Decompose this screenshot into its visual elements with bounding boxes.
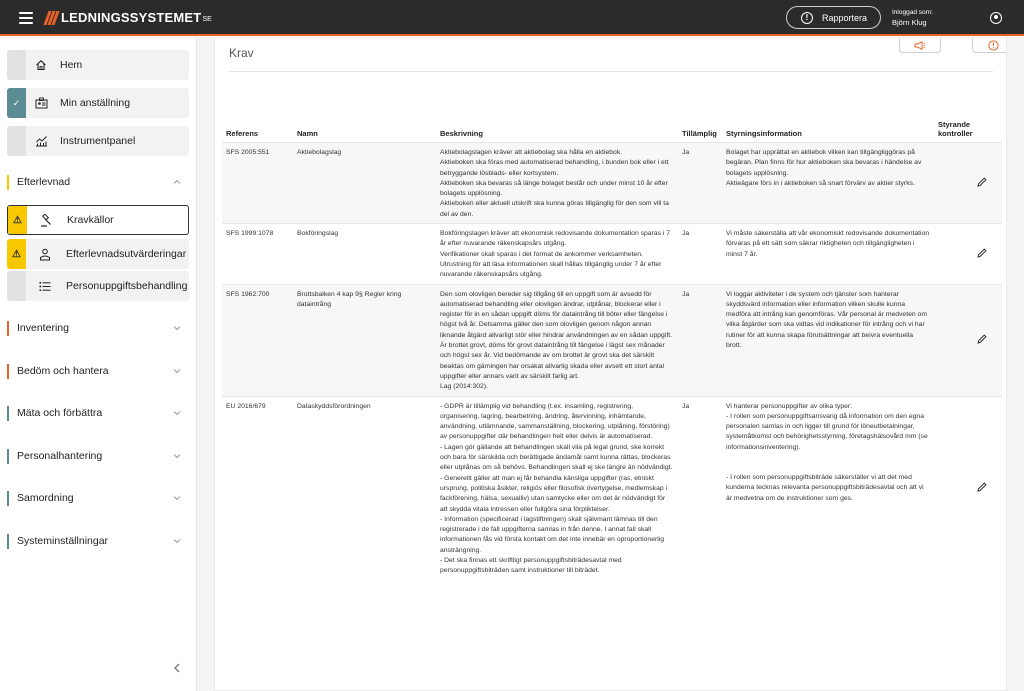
info-line: - I rollen som personuppgiftsansvarig då information om den egna personalen samlas in och ligger till grund för löneutbetalningar, systemåtkomst och behörighetsstyrning, företagshälsovård mm (se informationsinventering).	[726, 412, 928, 451]
description-line: Bokföringslagen kräver att ekonomisk redovisande dokumentation sparas i 7 år efter nuvarande räkenskapsårs utgång.	[440, 230, 671, 248]
report-button[interactable]	[786, 6, 881, 29]
description-line: Aktiebolagslagen kräver att aktiebolag ska hålla en aktiebok.	[440, 149, 623, 156]
cell-name: Brottsbalken 4 kap 9§ Regler kring dataintrång	[293, 284, 436, 396]
description-line: Den som olovligen bereder sig tillgång till en uppgift som är avsedd för automatiserad behandling eller olovligen ändrar, utplånar, blockerar eller i register för in en sådan uppgift döms för dataintrång till böter eller fängelse i högst två år. Detsamma gäller den som olovligen genom någon annan liknande åtgärd allvarligt stör eller hindrar användningen av en sådan uppgift.	[440, 290, 673, 339]
section-label: Inventering	[17, 322, 69, 334]
column-header-referens[interactable]: Referens	[226, 129, 259, 138]
description-line: - GDPR är tillämplig vid behandling (t.ex. insamling, registrering, organisering, lagring, bearbetning, ändring, återvinning, inhämtande, användning, utlämnande, sammanställning, blockering, utplåning, förstöring) av personuppgifter där behandlingen helt eller delvis är automatiserad.	[440, 402, 670, 441]
section-label: Systeminställningar	[17, 535, 109, 547]
list-icon	[38, 279, 52, 293]
edit-pencil-icon[interactable]	[976, 247, 988, 259]
sidebar-item-min-anstallning[interactable]	[7, 88, 189, 118]
edit-pencil-icon[interactable]	[976, 176, 988, 188]
info-line: Vi loggar aktiviteter i de system och tjänster som hanterar skyddsvärd information eller information vilken skulle kunna medföra att intrång kan genomföras. Vår personal är medveten om vilka åtgärder som ska vidtas vid indikationer för intrång och vi har rutiner för att kunna skapa förutsättningar att beivra eventuella brott.	[726, 290, 927, 350]
info-button[interactable]	[972, 38, 1007, 53]
cell-reference: SFS 1962:700	[222, 284, 293, 396]
description-line: Aktieboken ska föras med automatiserad behandling, i bunden bok eller i ett betryggande lösblads- eller kortsystem.	[440, 159, 669, 177]
info-spacer	[726, 453, 930, 473]
section-label: Bedöm och hantera	[17, 365, 109, 377]
cell-description	[436, 143, 678, 224]
report-button-label: Rapportera	[822, 12, 868, 23]
chevron-down-icon	[171, 493, 183, 503]
sidebar-item-instrumentpanel[interactable]	[7, 126, 189, 156]
section-label: Mäta och förbättra	[17, 407, 103, 419]
section-inventering[interactable]	[7, 317, 189, 339]
description-line: - Det ska finnas ett skriftligt personuppgiftsbiträdesavtal med personuppgiftsbiträden samt instruktioner till biträdet.	[440, 556, 622, 575]
cell-applicable: Ja	[678, 143, 722, 224]
cell-controls	[934, 224, 1002, 284]
user-account-icon[interactable]	[990, 12, 1002, 24]
section-personalhantering[interactable]	[7, 445, 189, 467]
sidebar-item-efterlevnadsutvarderingar[interactable]	[7, 239, 189, 269]
cell-controls	[934, 284, 1002, 396]
cell-name: Aktiebolagslag	[293, 143, 436, 224]
column-header-tillamplig[interactable]: Tillämplig	[682, 129, 717, 138]
employee-badge-icon	[34, 96, 48, 110]
description-line: - Generellt gäller att man ej får behandla känsliga uppgifter (ras, etniskt ursprung, politiska åsikter, religiös eller filosofisk övertygelse, medlemskap i fackförening, hälsa, sexualliv) utan samtycke eller om det är nödvändigt för att skydda vitala intressen eller fullgöra sina förpliktelser.	[440, 474, 668, 513]
edit-pencil-icon[interactable]	[976, 333, 988, 345]
cell-description	[436, 396, 678, 580]
logo-mark-icon	[46, 11, 58, 25]
chevron-up-icon	[171, 177, 183, 187]
table-row[interactable]	[222, 143, 1002, 224]
description-line: Utrustning för att läsa informationen skall hållas tillgänglig under 7 år efter nuvarande räkenskapsårs utgång.	[440, 260, 662, 279]
check-icon: ✓	[7, 88, 26, 118]
chevron-down-icon	[171, 451, 183, 461]
column-header-beskrivning[interactable]: Beskrivning	[440, 129, 483, 138]
home-icon	[34, 58, 48, 72]
cell-control-info	[722, 143, 934, 224]
info-line: - I rollen som personuppgiftsbiträde säkerställer vi att det med kunderna tecknas relevanta personuppgiftsbiträdesavtal och att vi är medvetna om de instruktioner som ges.	[726, 474, 924, 502]
cell-name: Bokföringslag	[297, 230, 339, 238]
cell-description	[436, 284, 678, 396]
sidebar	[0, 38, 197, 691]
section-color-bar	[7, 449, 9, 464]
description-line: Verifikationer skall sparas i det format de ankommer verksamheten.	[440, 250, 643, 258]
sidebar-item-label: Kravkällor	[67, 214, 114, 226]
chevron-down-icon	[171, 323, 183, 333]
cell-reference: SFS 2005:551	[222, 143, 293, 224]
section-efterlevnad[interactable]	[7, 171, 189, 193]
chevron-down-icon	[171, 536, 183, 546]
table-row[interactable]	[222, 396, 1002, 580]
cell-controls	[934, 143, 1002, 224]
chevron-down-icon	[171, 366, 183, 376]
warning-icon: ⚠	[8, 206, 27, 234]
megaphone-icon	[914, 41, 926, 50]
sidebar-item-kravkallor[interactable]	[7, 205, 189, 235]
announce-button[interactable]	[899, 38, 941, 53]
description-line: Aktieboken eller aktuell utskrift ska kunna göras tillgänglig för den som vill ta del av den.	[440, 200, 669, 218]
section-label: Samordning	[17, 492, 74, 504]
section-color-bar	[7, 491, 9, 506]
section-systeminstallningar[interactable]	[7, 530, 189, 552]
section-label: Personalhantering	[17, 450, 103, 462]
info-line: Vi hanterar personuppgifter av olika typer:	[726, 402, 853, 410]
sidebar-item-label: Min anställning	[60, 97, 131, 109]
section-mata-och-forbattra[interactable]	[7, 402, 189, 424]
requirements-table	[222, 120, 1002, 580]
sidebar-item-label: Instrumentpanel	[60, 135, 136, 147]
section-samordning[interactable]	[7, 487, 189, 509]
column-header-namn[interactable]: Namn	[297, 129, 318, 138]
sidebar-item-hem[interactable]	[7, 50, 189, 80]
sidebar-item-label: Efterlevnadsutvärderingar	[66, 248, 187, 260]
section-bedom-och-hantera[interactable]	[7, 360, 189, 382]
chevron-down-icon	[171, 408, 183, 418]
description-line: - Lagen gör gällande att behandlingen skall vila på legal grund, ske korrekt och bara för särskilda och berättigade ändamål samt kunna rättas, blockeras eller utplånas om så behövs. Behandlingen skall ej ske längre än nödvändigt.	[440, 443, 673, 472]
warning-icon: ⚠	[7, 239, 26, 269]
nav-stripe	[7, 50, 26, 80]
collapse-sidebar-icon[interactable]	[171, 661, 183, 675]
edit-pencil-icon[interactable]	[976, 481, 988, 493]
alert-circle-icon	[988, 40, 999, 51]
cell-control-info	[722, 224, 934, 284]
sidebar-item-label: Personuppgiftsbehandling	[66, 280, 188, 292]
logo[interactable]	[46, 10, 212, 25]
cell-applicable: Ja	[678, 284, 722, 396]
cell-control-info	[722, 396, 934, 580]
cell-description	[436, 224, 678, 284]
section-label: Efterlevnad	[17, 176, 71, 188]
section-color-bar	[7, 364, 9, 379]
divider	[229, 71, 993, 72]
sidebar-item-label: Hem	[60, 59, 83, 71]
nav-stripe	[7, 126, 26, 156]
description-line: Aktieboken ska bevaras så länge bolaget består och under minst 10 år efter bolagets upplösning.	[440, 179, 668, 198]
alert-circle-icon: !	[801, 12, 813, 24]
page-title: Krav	[229, 46, 254, 60]
info-line: Aktieägare förs in i aktieboken så snart förvärv av aktier styrks.	[726, 179, 915, 187]
section-color-bar	[7, 406, 9, 421]
section-color-bar	[7, 321, 9, 336]
cell-reference: EU 2016/679	[226, 402, 266, 410]
cell-reference: SFS 1999:1078	[226, 230, 274, 238]
cell-applicable: Ja	[682, 230, 690, 238]
chart-icon	[34, 134, 48, 148]
table-header-row	[222, 120, 1002, 143]
section-color-bar	[7, 175, 9, 190]
menu-icon[interactable]	[19, 12, 33, 24]
table-row[interactable]	[222, 284, 1002, 396]
nav-stripe	[7, 271, 26, 301]
cell-controls	[934, 396, 1002, 580]
cell-applicable: Ja	[682, 402, 690, 410]
column-header-styrningsinformation[interactable]: Styrningsinformation	[726, 129, 802, 138]
description-line: Är brottet grovt, döms för grovt dataintrång till fängelse i lägst sex månader och högst sex år. Vid bedömande av om brottet är grovt ska det särskilt beaktas om gärningen har orsakat allvarlig skada eller avsett ett stort antal uppgifter eller annars varit av särskilt farlig art.	[440, 342, 665, 380]
gavel-icon	[39, 213, 53, 227]
cell-control-info	[722, 284, 934, 396]
logo-text: LEDNINGSSYSTEMET	[61, 10, 202, 25]
person-check-icon	[38, 247, 52, 261]
description-line: - Information (specificerad i lagstiftningen) skall självmant lämnas till den registrerade i de fall uppgifterna samlas in från denne. I annat fall skall informationen fås vid första kontakt om det inte innebär en oproportionerlig ansträngning.	[440, 515, 665, 554]
column-header-styrande-kontroller[interactable]: Styrande kontroller	[938, 120, 973, 138]
user-name: Björn Klug	[892, 18, 927, 27]
login-label: Inloggad som:	[892, 9, 933, 16]
sidebar-item-personuppgiftsbehandling[interactable]	[7, 271, 189, 301]
info-line: Bolaget har upprättat en aktiebok vilken kan tillgängliggöras på begäran. Plan finns för hur aktieboken ska bevaras i händelse av bolagets upplösning.	[726, 149, 922, 177]
logo-suffix: SE	[202, 16, 212, 23]
top-bar	[0, 0, 1024, 36]
info-line: Vi måste säkerställa att vår ekonomiskt redovisande dokumentation förvaras på ett sätt som säkrar riktigheten och tillgängligheten i minst 7 år.	[726, 230, 930, 258]
section-color-bar	[7, 534, 9, 549]
description-line: Lag (2014:302).	[440, 383, 488, 391]
login-info	[892, 8, 933, 28]
main-panel	[214, 38, 1007, 691]
table-row[interactable]	[222, 224, 1002, 284]
cell-name: Dataskyddsförordningen	[297, 402, 371, 410]
